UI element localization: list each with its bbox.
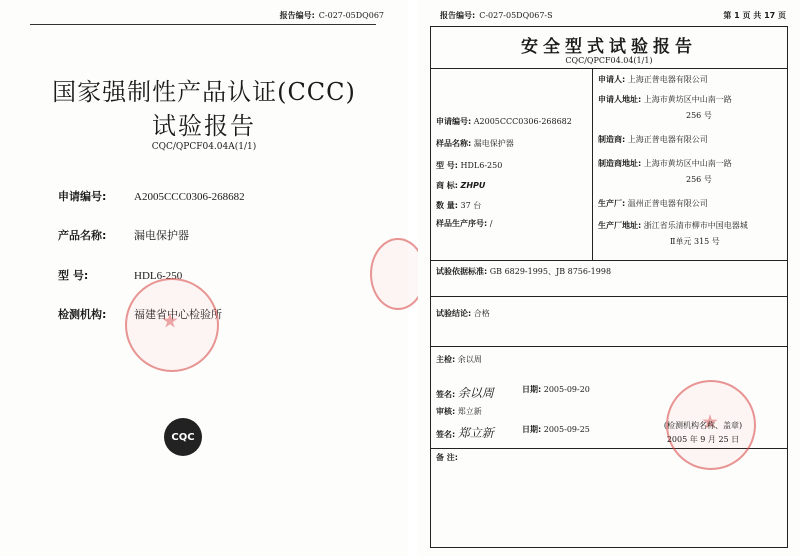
cqc-logo: CQC — [164, 418, 202, 456]
table-rule — [430, 346, 788, 347]
report-title-line2: 试验报告 — [152, 112, 256, 140]
field-manufacturer: 制造商: 上海正普电器有限公司 — [598, 135, 708, 144]
field-signature-1: 签名: 余以周 — [436, 386, 494, 400]
official-seal-stamp — [125, 278, 219, 372]
field-model: 型 号: HDL6-250 — [436, 161, 503, 170]
field-manufacturer-address-line2: 256 号 — [686, 175, 712, 184]
field-test-standard: 试验依据标准: GB 6829-1995、JB 8756-1998 — [436, 267, 612, 276]
field-date-1: 日期: 2005-09-20 — [522, 385, 590, 394]
report-number: 报告编号: C-027-05DQ067-S — [440, 11, 553, 20]
field-application-number: 申请编号: A2005CCC0306-268682 — [436, 117, 572, 126]
seal-caption: (检测机构名称、盖章) — [663, 421, 743, 430]
field-test-conclusion: 试验结论: 合格 — [436, 309, 490, 318]
report-number: 报告编号: C-027-05DQ067 — [279, 11, 384, 20]
field-factory-address: 生产厂地址: 浙江省乐清市柳市中国电器城 — [598, 221, 748, 230]
seal-date: 2005 年 9 月 25 日 — [666, 435, 740, 444]
column-divider — [592, 68, 593, 260]
report-title: 安全型式试验报告 — [521, 37, 697, 57]
table-rule — [430, 68, 788, 69]
field-manufacturer-address: 制造商地址: 上海市黄坊区中山南一路 — [598, 159, 732, 168]
field-date-2: 日期: 2005-09-25 — [522, 425, 590, 434]
field-applicant-address: 申请人地址: 上海市黄坊区中山南一路 — [598, 95, 732, 104]
field-notes: 备 注: — [436, 453, 458, 462]
field-reviewer: 审核: 郑立新 — [436, 407, 482, 416]
field-application-number: 申请编号: A2005CCC0306-268682 — [58, 190, 245, 203]
page-number: 第 1 页 共 17 页 — [723, 11, 786, 20]
table-rule — [430, 260, 788, 261]
document-code: CQC/QPCF04.04A(1/1) — [151, 142, 257, 152]
field-chief-inspector: 主检: 余以周 — [436, 355, 482, 364]
field-factory: 生产厂: 温州正普电器有限公司 — [598, 199, 708, 208]
right-page — [418, 0, 800, 556]
document-code: CQC/QPCF04.04(1/1) — [565, 56, 653, 65]
field-trademark: 商 标: ZHPU — [436, 181, 486, 190]
table-rule — [430, 296, 788, 297]
field-testing-body: 检测机构: 福建省中心检验所 — [58, 308, 222, 321]
field-applicant-address-line2: 256 号 — [686, 111, 712, 120]
field-model: 型 号: HDL6-250 — [58, 269, 183, 282]
field-applicant: 申请人: 上海正普电器有限公司 — [598, 75, 708, 84]
field-product-name: 产品名称: 漏电保护器 — [58, 229, 189, 242]
field-factory-address-line2: Ⅱ单元 315 号 — [670, 237, 720, 246]
field-sample-name: 样品名称: 漏电保护器 — [436, 139, 514, 148]
header-rule — [30, 24, 376, 25]
report-title-line1: 国家强制性产品认证(CCC) — [52, 78, 356, 106]
field-sample-serial: 样品生产序号: / — [436, 219, 493, 228]
field-signature-2: 签名: 郑立新 — [436, 426, 494, 440]
field-quantity: 数 量: 37 台 — [436, 201, 482, 210]
